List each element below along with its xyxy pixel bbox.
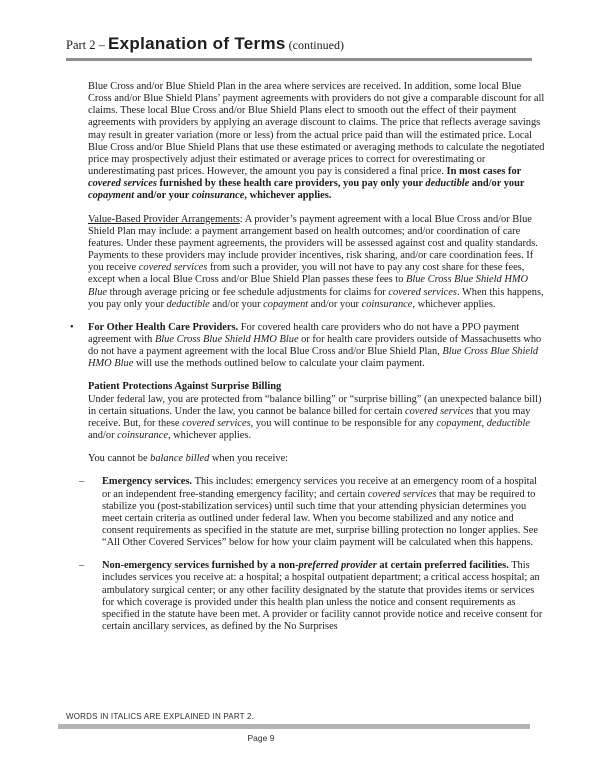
text-run: covered services: [367, 488, 437, 500]
text-run: Blue Cross Blue Shield HMO Blue: [88, 346, 539, 370]
text-run: at certain preferred facilities.: [376, 560, 509, 572]
text-run: covered services: [182, 417, 251, 429]
text-run: copayment: [263, 298, 309, 310]
text-run: covered services: [405, 405, 474, 417]
text-run: coinsurance: [191, 190, 245, 202]
dash-text: [102, 476, 546, 549]
text-run: Value-Based Provider Arrangements: [88, 213, 240, 225]
text-run: when you receive:: [209, 453, 289, 465]
text-run: This includes: emergency services you receive at an emergency room of a hospital or an independent free-standing emergency facility; and certain: [102, 476, 538, 500]
text-run: For Other Health Care Providers.: [88, 321, 241, 333]
text-run: Blue Cross and/or Blue Shield Plan in the area where services are received. In addition, some local Blue Cross and/or Blue Shield Plans’ payment agreements with providers do not give a comparable discount for all claims. These local Blue Cross and/or Blue Shield Plans elect to smooth out the effect of their payment agreements with providers by applying an average discount to claims. The price that reflects average savings may result in greater variation (more or less) from the actual price paid than will the estimated price. Local Blue Cross and/or Blue Shield Plans that use these estimated or averaging methods to calculate the negotiated price may prospectively adjust their estimated or average prices to correct for overestimating or underestimating past prices. However, the amount you pay is considered a final price.: [88, 81, 545, 178]
text-run: deductible: [166, 298, 210, 310]
text-run: preferred provider: [298, 560, 377, 572]
paragraph-you-cannot-be-balance-billed: [88, 453, 546, 465]
text-run: This includes services you receive at: a hospital; a hospital outpatient department; a critical access hospital; an ambulatory surgical center; or any other facility designated by the statute that provides items or services for which coverage is provided under this health plan unless the notice and consent requirements as specified in the statute have been met. A provider or facility cannot provide notice and receive consent for certain ancillary services, as defined by the No Surprises: [102, 560, 543, 633]
text-run: , you will continue to be responsible for any: [250, 417, 437, 429]
paragraph-value-based-arrangements: [88, 214, 546, 311]
bullet-text: [88, 322, 546, 371]
text-run: from such a provider, you will not have to pay any cost share for these fees, except when a local Blue Cross and/or Blue Shield Plan passes these fees to: [88, 262, 525, 286]
text-run: and/or your: [308, 298, 362, 310]
text-run: In most cases for: [446, 166, 522, 178]
text-run: and/or: [88, 430, 118, 442]
paragraph-surprise-billing: [88, 394, 546, 443]
paragraph-negotiated-price: [88, 81, 546, 203]
dash-item-non-emergency-services: [79, 560, 546, 633]
text-run: that you may receive. But, for these: [88, 405, 531, 429]
text-run: You cannot be: [88, 453, 151, 465]
text-run: and/or your: [134, 190, 192, 202]
text-run: coinsurance: [117, 430, 168, 442]
footer-divider-bar: [58, 724, 530, 729]
italics-note: WORDS IN ITALICS ARE EXPLAINED IN PART 2.: [66, 712, 255, 721]
text-run: covered services: [138, 262, 208, 274]
heading-surprise-billing: Patient Protections Against Surprise Billing: [88, 381, 282, 393]
text-run: Blue Cross Blue Shield HMO Blue: [154, 333, 299, 345]
bullet-marker: •: [70, 321, 74, 333]
text-run: Non-emergency services furnished by a non-: [102, 560, 299, 572]
part-label: Part 2 –: [66, 38, 109, 52]
document-body: [70, 81, 546, 644]
text-run: Blue Cross Blue Shield HMO Blue: [88, 274, 528, 298]
text-run: For covered health care providers who do not have a PPO payment agreement with: [88, 321, 520, 345]
text-run: and/or your: [209, 298, 264, 310]
text-run: that may be required to stabilize you (post-stabilization services) until such time that your attending physician determines you meet certain criteria as outlined under federal law. When you become stabilized and any notice and consent requirements as specified in the statute are met, surprise billing protection no longer applies. See “All Other Covered Services” below for how your claim payment will be calculated when this happens.: [102, 488, 538, 549]
text-run: copayment: [88, 190, 135, 202]
page-number: Page 9: [247, 733, 275, 743]
continued-label: (continued): [285, 38, 344, 52]
document-footer: [0, 712, 600, 743]
text-run: deductible: [486, 417, 530, 429]
document-header: [66, 34, 532, 61]
bullet-item-other-health-care-providers: [70, 321, 546, 371]
text-run: ,: [481, 417, 487, 429]
text-run: coinsurance: [361, 298, 413, 310]
dash-marker: –: [79, 560, 85, 572]
text-run: Under federal law, you are protected from “balance billing” or “surprise billing” (an unexpected balance bill) in certain situations. Under the law, you cannot be balance billed for certain: [88, 393, 542, 417]
text-run: and/or your: [469, 178, 525, 190]
text-run: balance billed: [150, 453, 210, 465]
dash-marker: –: [79, 476, 85, 488]
dash-item-emergency-services: [79, 476, 546, 549]
text-run: deductible: [425, 178, 470, 190]
text-run: copayment: [436, 417, 482, 429]
text-run: or for health care providers outside of Massachusetts who do not have a payment agreement with the local Blue Cross and/or Blue Shield Plan,: [88, 333, 542, 358]
page-title: Explanation of Terms: [108, 34, 286, 53]
text-run: covered services: [388, 286, 457, 298]
text-run: will use the methods outlined below to calculate your claim payment.: [133, 358, 425, 370]
text-run: : A provider’s payment agreement with a local Blue Cross and/or Blue Shield Plan may include: a payment arrangement based on health outcomes; and/or coordination of care features. Under these payment agreements, the providers will be assessed against cost and quality standards. Payments to these providers may include provider incentives, risk sharing, and/or care coordination fees. If you receive: [88, 213, 538, 274]
text-run: covered services: [88, 178, 157, 190]
text-run: furnished by these health care providers, you pay only your: [156, 178, 426, 190]
text-run: Emergency services.: [102, 476, 195, 488]
text-run: , whichever applies.: [412, 298, 496, 310]
text-run: . When this happens, you pay only your: [88, 286, 544, 310]
dash-text: [102, 560, 546, 633]
text-run: , whichever applies.: [244, 190, 332, 202]
text-run: through average pricing or fee schedule adjustments for claims for: [107, 286, 389, 298]
text-run: , whichever applies.: [167, 430, 252, 442]
